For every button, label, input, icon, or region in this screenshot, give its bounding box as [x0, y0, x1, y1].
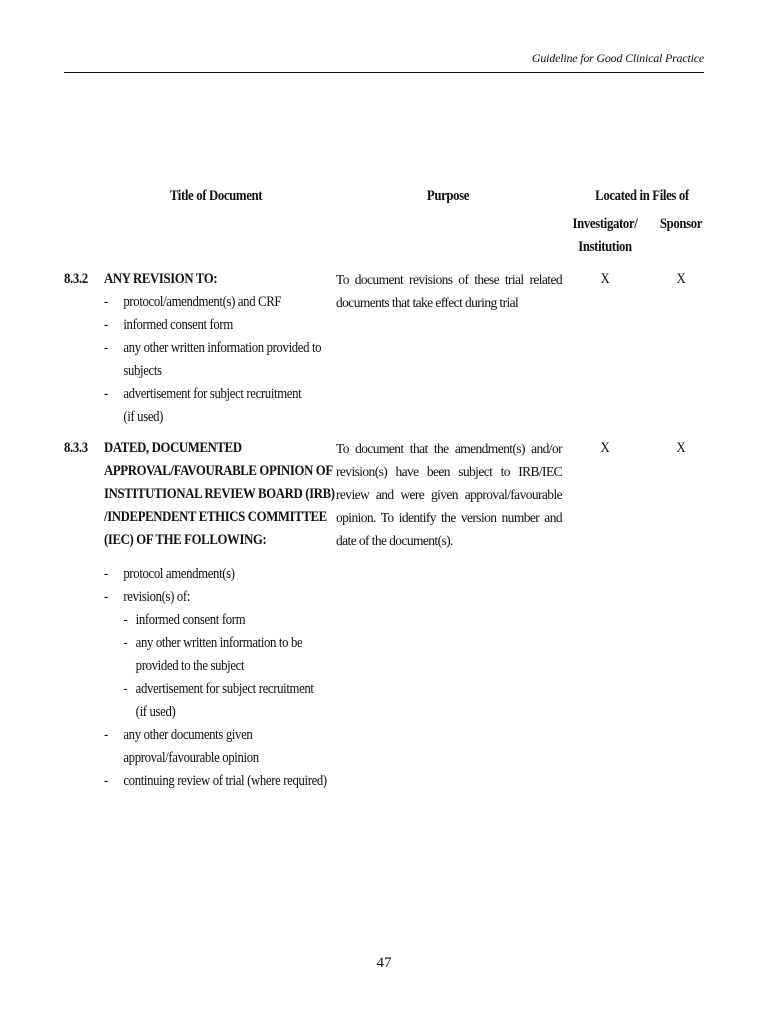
investigator-mark: X — [600, 271, 610, 287]
investigator-mark: X — [600, 440, 610, 456]
row-number: 8.3.3 — [64, 440, 88, 456]
document-list — [104, 563, 333, 793]
header-sponsor: Sponsor — [659, 216, 703, 232]
sponsor-mark: X — [676, 271, 686, 287]
page-number: 47 — [376, 955, 392, 971]
list-item: - advertisement for subject recruitment (if used) — [123, 678, 332, 724]
purpose-text: To document that the amendment(s) and/or revision(s) have been subject to IRB/IEC review and were given approval/favourable opinion. To identify the version number and date of the document(s). — [336, 441, 562, 548]
list-item: - protocol amendment(s) — [104, 563, 333, 586]
header-located-in-files-of: Located in Files of — [595, 188, 689, 204]
list-item: - any other documents given approval/favourable opinion — [104, 724, 333, 770]
list-item: - revision(s) of: - informed consent form - any other written information to be provided to the subject - advertisement for subject recruitment (if used) — [104, 586, 333, 724]
header-rule — [64, 72, 704, 73]
list-item: - any other written information to be provided to the subject — [123, 632, 332, 678]
row-number: 8.3.2 — [64, 271, 88, 287]
purpose-text: To document revisions of these trial related documents that take effect during trial — [336, 272, 562, 310]
list-item: - advertisement for subject recruitment (if used) — [104, 383, 333, 429]
header-investigator: Investigator/ — [572, 216, 638, 232]
list-item: - informed consent form — [123, 609, 332, 632]
running-head: Guideline for Good Clinical Practice — [531, 51, 704, 65]
list-item: - continuing review of trial (where required) — [104, 770, 333, 793]
header-title-of-document: Title of Document — [169, 188, 263, 204]
list-item: - any other written information provided to subjects — [104, 337, 333, 383]
sponsor-mark: X — [676, 440, 686, 456]
row-heading: ANY REVISION TO: — [104, 271, 218, 287]
header-purpose: Purpose — [426, 188, 470, 204]
row-heading: DATED, DOCUMENTED APPROVAL/FAVOURABLE OPINION OF INSTITUTIONAL REVIEW BOARD (IRB) /INDEPENDENT ETHICS COMMITTEE (IEC) OF THE FOLLOWING: — [104, 440, 335, 548]
list-item: - informed consent form — [104, 314, 333, 337]
header-institution: Institution — [578, 239, 632, 255]
list-item: - protocol/amendment(s) and CRF — [104, 291, 333, 314]
document-list — [104, 291, 333, 429]
